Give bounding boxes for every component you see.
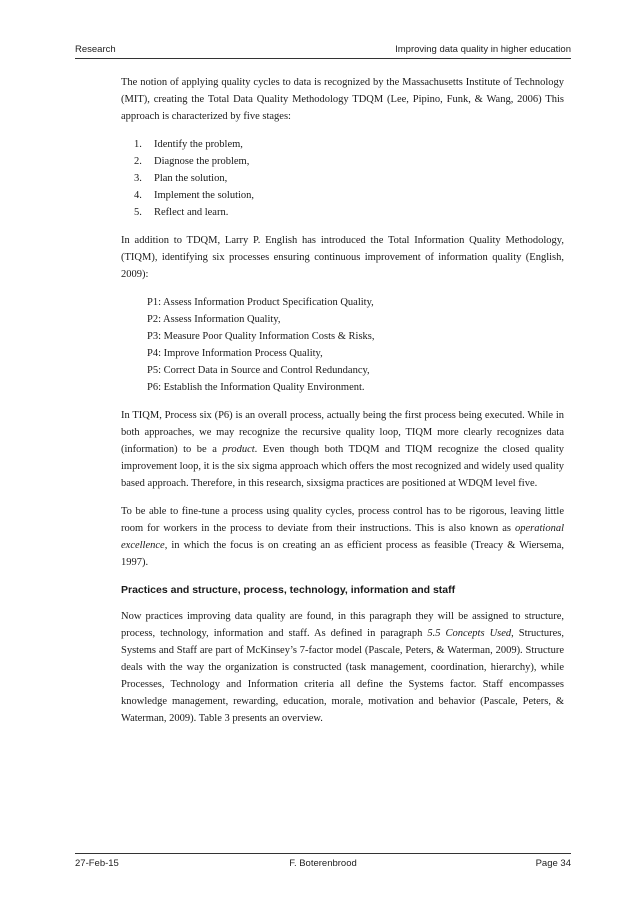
list-item: P2: Assess Information Quality, (147, 314, 281, 325)
header-left: Research (75, 44, 116, 55)
paragraph-tdqm: The notion of applying quality cycles to data is recognized by the Massachusetts Institute of Technology (MIT), creating the Total Data Quality Methodology TDQM (Lee, Pipino, Funk, & Wang, 2006) This approach is characterized by five stages: (121, 77, 564, 122)
list-item: P1: Assess Information Product Specification Quality, (147, 297, 374, 308)
footer-date: 27-Feb-15 (75, 858, 119, 869)
list-item: P3: Measure Poor Quality Information Costs & Risks, (147, 331, 375, 342)
page-footer (75, 853, 571, 872)
stages-list (121, 136, 564, 221)
footer-page-number: Page 34 (535, 858, 571, 869)
list-item: P5: Correct Data in Source and Control Redundancy, (147, 365, 370, 376)
main-content (121, 74, 564, 738)
processes-list (147, 294, 564, 396)
list-item: P4: Improve Information Process Quality, (147, 348, 323, 359)
footer-author: F. Boterenbrood (289, 858, 357, 869)
list-item: 1. Identify the problem, (134, 139, 243, 150)
paragraph-practices: Now practices improving data quality are found, in this paragraph they will be assigned to structure, process, technology, information and staff. As defined in paragraph 5.5 Concepts Used, Structures, Systems and Staff are part of McKinsey’s 7-factor model (Pascale, Peters, & Waterman, 2009). Structure deals with the way the organization is constructed (task management, coordination, hierarchy), while Processes, Technology and Information criteria all define the Systems factor. Staff encompasses knowledge management, rewarding, education, morale, motivation and behavior (Pascale, Peters, & Waterman, 2009). Table 3 presents an overview. (121, 611, 564, 724)
paragraph-tiqm: In addition to TDQM, Larry P. English has introduced the Total Information Quality Methodology, (TIQM), identifying six processes ensuring continuous improvement of information quality (English, 2009): (121, 235, 564, 280)
paragraph-six-sigma: In TIQM, Process six (P6) is an overall process, actually being the first process being executed. While in both approaches, we may recognize the recursive quality loop, TIQM more clearly recognizes data (information) to be a product. Even though both TDQM and TIQM recognize the closed quality improvement loop, it is the six sigma approach which offers the most recognized and widely used quality based approach. Therefore, in this research, sixsigma practices are positioned at WDQM level five. (121, 410, 564, 489)
list-item: 2. Diagnose the problem, (134, 156, 250, 167)
section-heading: Practices and structure, process, technology, information and staff (121, 584, 456, 596)
header-right: Improving data quality in higher education (395, 44, 571, 55)
list-item: 3. Plan the solution, (134, 173, 228, 184)
list-item: 4. Implement the solution, (134, 190, 255, 201)
paragraph-operational-excellence: To be able to fine-tune a process using quality cycles, process control has to be rigorous, leaving little room for workers in the process to deviate from their instructions. This is also known as operational excellence, in which the focus is on creating an as efficient process as feasible (Treacy & Wiersema, 1997). (121, 506, 564, 568)
page-header (75, 44, 571, 59)
list-item: 5. Reflect and learn. (134, 207, 229, 218)
list-item: P6: Establish the Information Quality Environment. (147, 382, 365, 393)
